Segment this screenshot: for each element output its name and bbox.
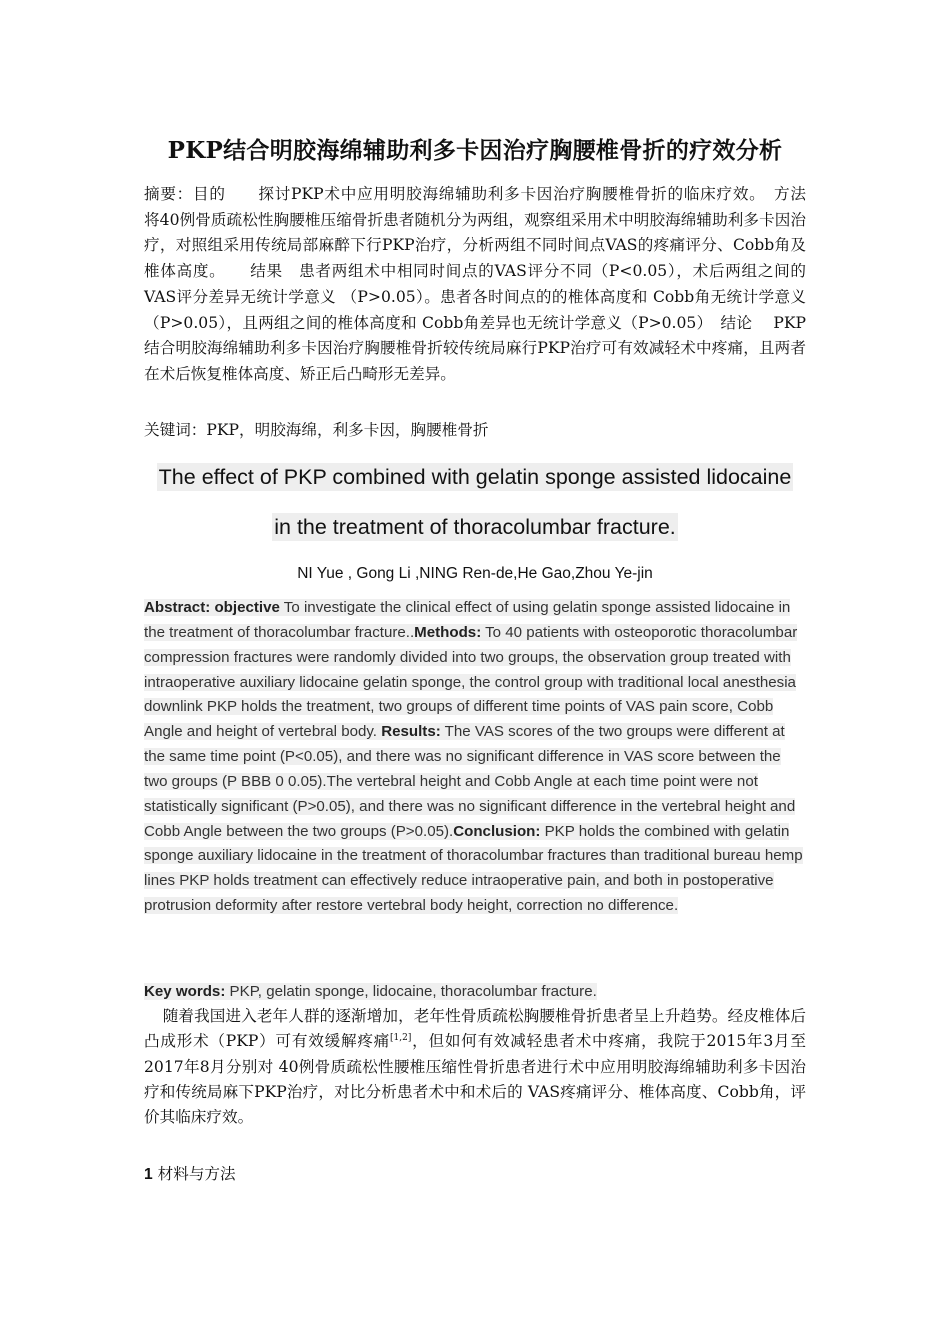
results-text: The VAS scores of the two groups were different at the same time point (P<0.05), and there was no significant difference in VAS score between the two groups (P BBB 0 0.05).The vertebral height and Cobb Angle at each time point were not statistically significant (P>0.05), and there was no significant difference in the vertebral height and Cobb Angle between the two groups (P>0.05).: [144, 723, 796, 840]
objective-label: Abstract: objective: [144, 599, 280, 616]
chinese-abstract: 摘要：目的 探讨PKP术中应用明胶海绵辅助利多卡因治疗胸腰椎骨折的临床疗效。 方法 将40例骨质疏松性胸腰椎压缩骨折患者随机分为两组，观察组采用术中明胶海绵辅助利多卡因治疗，对照组采用传统局部麻醉下行PKP治疗，分析两组不同时间点VAS的疼痛评分、Cobb角及椎体高度。 结果 患者两组术中相同时间点的VAS评分不同（P<0.05），术后两组之间的 VAS评分差异无统计学意义 （P>0.05）。患者各时间点的的椎体高度和 Cobb角无统计学意义（P>0.05），且两组之间的椎体高度和 Cobb角差异也无统计学意义（P>0.05） 结论 PKP结合明胶海绵辅助利多卡因治疗胸腰椎骨折较传统局麻行PKP治疗可有效减轻术中疼痛，且两者在术后恢复椎体高度、矫正后凸畸形无差异。: [144, 185, 838, 383]
english-title-line-1: The effect of PKP combined with gelatin sponge assisted lidocaine: [158, 465, 792, 489]
conclusion-text: PKP holds the combined with gelatin sponge auxiliary lidocaine in the treatment of thoracolumbar fractures than traditional bureau hemp lines PKP holds treatment can effectively reduce intraoperative pain, and both in postoperative protrusion deformity after restore vertebral body height, correction no difference.: [144, 822, 803, 915]
methods-text: To 40 patients with osteoporotic thoracolumbar compression fractures were randomly divided into two groups, the observation group treated with intraoperative auxiliary lidocaine gelatin sponge, the control group with traditional local anesthesia downlink PKP holds the treatment, two groups of different time points of VAS pain score, Cobb Angle and height of vertebral body.: [144, 623, 798, 741]
keywords-text: PKP, gelatin sponge, lidocaine, thoracolumbar fracture.: [225, 983, 597, 1000]
author-list: NI Yue , Gong Li ,NING Ren-de,He Gao,Zhou Ye-jin: [297, 565, 653, 582]
section-title: 材料与方法: [152, 1165, 236, 1183]
chinese-title: PKP结合明胶海绵辅助利多卡因治疗胸腰椎骨折的疗效分析: [167, 137, 783, 164]
section-heading: [144, 1162, 236, 1187]
conclusion-label: Conclusion:: [453, 822, 541, 840]
objective-text: To investigate the clinical effect of using gelatin sponge assisted lidocaine in the treatment of thoracolumbar fracture..: [144, 599, 791, 641]
methods-label: Methods:: [414, 623, 482, 641]
citation-reference: [1,2]: [390, 1033, 412, 1044]
chinese-keywords: 关键词：PKP，明胶海绵，利多卡因，胸腰椎骨折: [144, 421, 489, 439]
results-label: Results:: [381, 723, 441, 741]
section-number: 1: [144, 1166, 153, 1183]
english-abstract: [144, 596, 808, 919]
introduction-paragraph: 随着我国进入老年人群的逐渐增加，老年性骨质疏松胸腰椎骨折患者呈上升趋势。经皮椎体后凸成形术（PKP）可有效缓解疼痛[1,2]，但如何有效减轻患者术中疼痛，我院于2015年3月至2017年8月分别对 40例骨质疏松性腰椎压缩性骨折患者进行术中应用明胶海绵辅助利多卡因治疗和传统局麻下PKP治疗，对比分析患者术中和术后的 VAS疼痛评分、椎体高度、Cobb角，评价其临床疗效。: [144, 1007, 806, 1127]
keywords-label: Key words:: [144, 983, 226, 1000]
english-keywords: [144, 980, 806, 1004]
english-title-line-2: in the treatment of thoracolumbar fracture.: [274, 515, 676, 539]
